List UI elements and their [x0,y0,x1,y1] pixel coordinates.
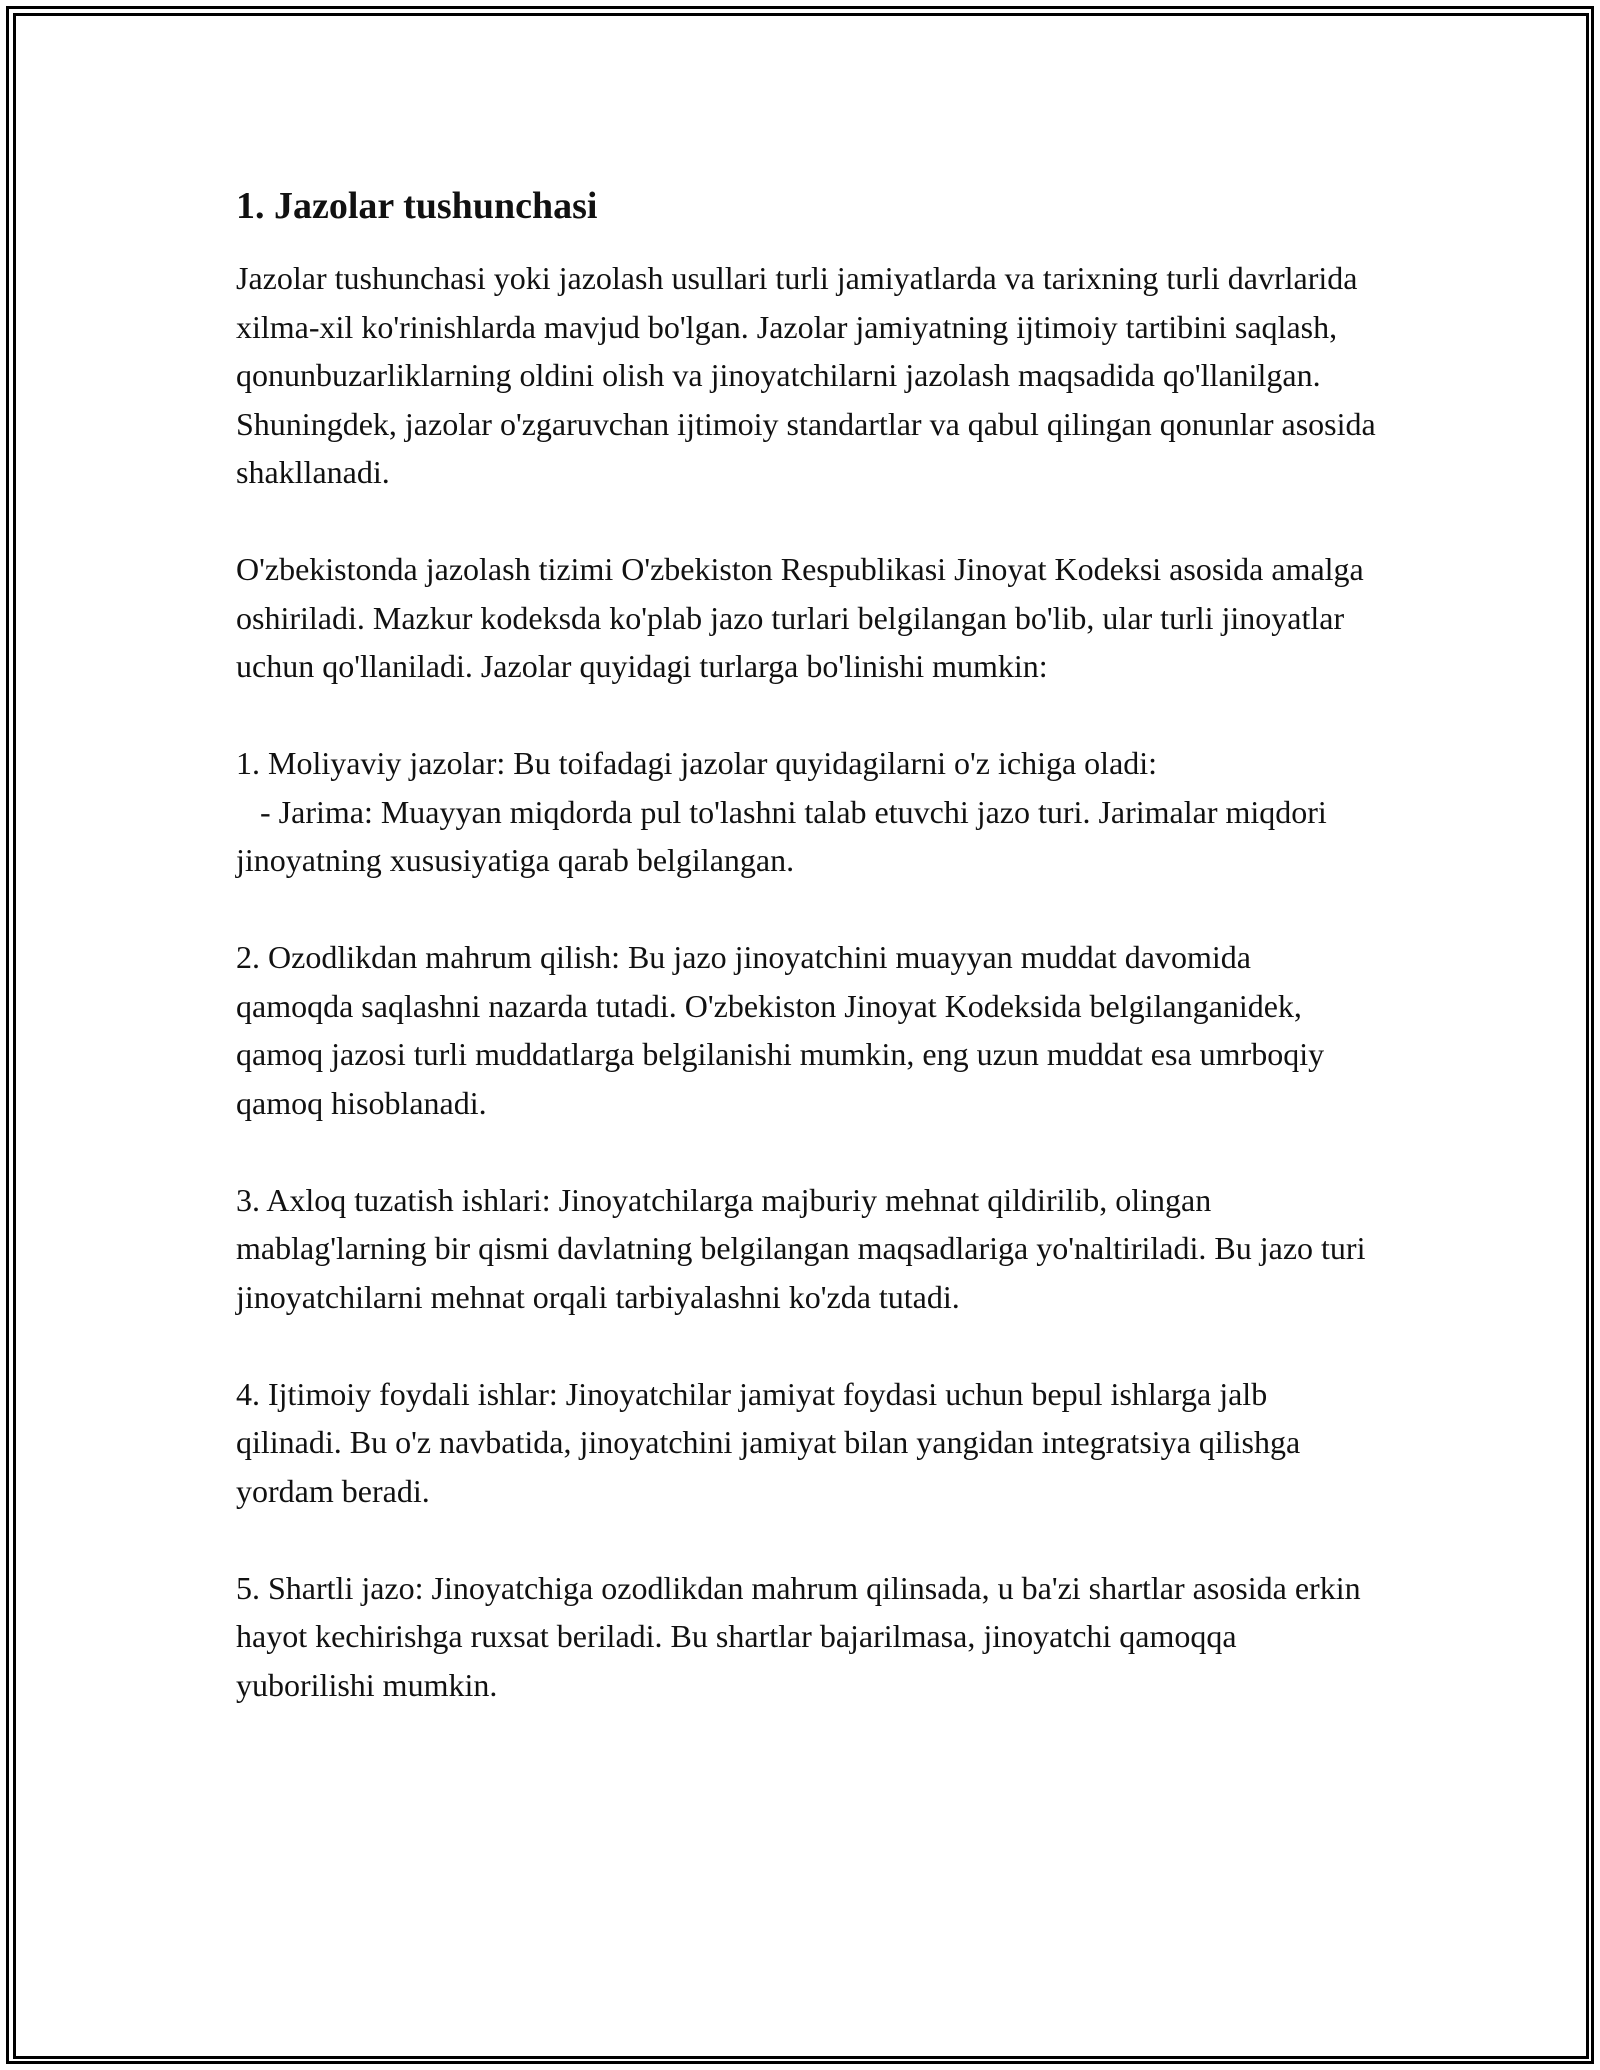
list-item-imprisonment: 2. Ozodlikdan mahrum qilish: Bu jazo jinoyatchini muayyan muddat davomida qamoqda saqlashni nazarda tutadi. O'zbekiston Jinoyat Kodeksida belgilanganidek, qamoq jazosi turli muddatlarga belgilanishi mumkin, eng uzun muddat esa umrboqiy qamoq hisoblanadi. [236,939,1333,1121]
document-body [236,182,1384,1709]
list-item-conditional-sentence: 5. Shartli jazo: Jinoyatchiga ozodlikdan mahrum qilinsada, u ba'zi shartlar asosida erkin hayot kechirishga ruxsat beriladi. Bu shartlar bajarilmasa, jinoyatchi qamoqqa yuborilishi mumkin. [236,1569,1369,1703]
paragraph-uzbekistan-system: O'zbekistonda jazolash tizimi O'zbekiston Respublikasi Jinoyat Kodeksi asosida amalga oshiriladi. Mazkur kodeksda ko'plab jazo turlari belgilangan bo'lib, ular turli jinoyatlar uchun qo'llaniladi. Jazolar quyidagi turlarga bo'linishi mumkin: [236,551,1372,684]
list-item-correctional-labor: 3. Axloq tuzatish ishlari: Jinoyatchilarga majburiy mehnat qildirilib, olingan mablag'larning bir qismi davlatning belgilangan maqsadlariga yo'naltiriladi. Bu jazo turi jinoyatchilarni mehnat orqali tarbiyalashni ko'zda tutadi. [236,1181,1374,1315]
list-item-financial-penalties: 1. Moliyaviy jazolar: Bu toifadagi jazolar quyidagilarni o'z ichiga oladi: - Jarima: Muayyan miqdorda pul to'lashni talab etuvchi jazo turi. Jarimalar miqdori jinoyatning xususiyatiga qarab belgilangan. [236,745,1327,878]
list-item-community-service: 4. Ijtimoiy foydali ishlar: Jinoyatchilar jamiyat foydasi uchun bepul ishlarga jalb qilinadi. Bu o'z navbatida, jinoyatchini jamiyat bilan yangidan integratsiya qilishga yordam beradi. [236,1375,1309,1509]
paragraph-intro: Jazolar tushunchasi yoki jazolash usullari turli jamiyatlarda va tarixning turli davrlarida xilma-xil ko'rinishlarda mavjud bo'lgan. Jazolar jamiyatning ijtimoiy tartibini saqlash, qonunbuzarliklarning oldini olish va jinoyatchilarni jazolash maqsadida qo'llanilgan. Shuningdek, jazolar o'zgaruvchan ijtimoiy standartlar va qabul qilingan qonunlar asosida shakllanadi. [236,260,1384,490]
section-heading: 1. Jazolar tushunchasi [236,185,598,227]
